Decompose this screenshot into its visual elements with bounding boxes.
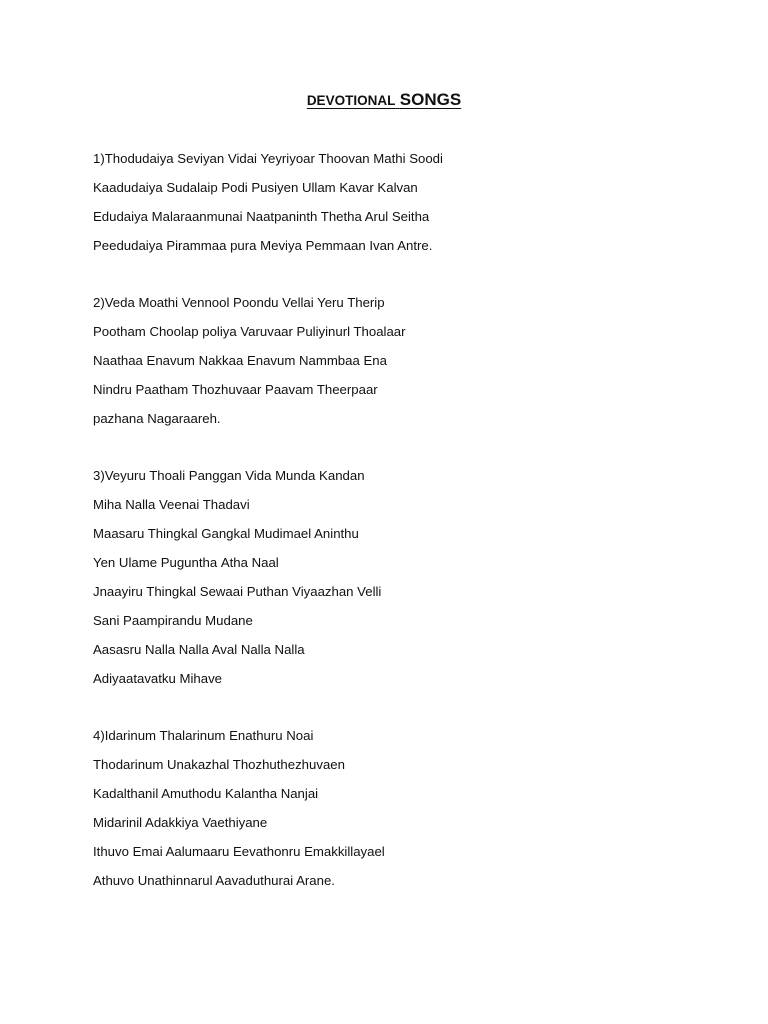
verse-line: Nindru Paatham Thozhuvaar Paavam Theerpaar [93, 382, 378, 397]
stanza-2 [93, 291, 733, 436]
verse-line: Peedudaiya Pirammaa pura Meviya Pemmaan Ivan Antre. [93, 238, 433, 253]
stanza-1 [93, 147, 733, 263]
title-part-2: SONGS [399, 90, 462, 109]
title-part-1: DEVOTIONAL [306, 93, 396, 108]
songs-content [93, 147, 733, 926]
verse-line: Yen Ulame Pugunthа Atha Naal [93, 555, 279, 570]
verse-line: Midarinil Adakkiya Vaethiyane [93, 815, 268, 830]
verse-line: 4)Idarinum Thalarinum Enathuru Noai [93, 728, 314, 743]
stanza-4 [93, 724, 733, 898]
verse-line: pazhana Nagaraareh. [93, 411, 221, 426]
verse-line: Adiyaatavatku Mihave [93, 671, 223, 686]
verse-line: 3)Veyuru Thoali Panggan Vida Munda Kandan [93, 468, 365, 483]
verse-line: 2)Veda Moathi Vennool Poondu Vellai Yeru Therip [93, 295, 385, 310]
verse-line: 1)Thodudaiya Seviyan Vidai Yeyriyoar Thoovan Mathi Soodi [93, 151, 443, 166]
verse-line: Miha Nalla Veenai Thadavi [93, 497, 250, 512]
verse-line: Pootham Choolap poliya Varuvaar Puliyinurl Thoalaar [93, 324, 406, 339]
verse-line: Thodarinum Unakazhal Thozhuthezhuvaen [93, 757, 345, 772]
verse-line: Sani Paampirandu Mudane [93, 613, 253, 628]
verse-line: Naathaa Enavum Nakkaa Enavum Nammbaa Ena [93, 353, 387, 368]
verse-line: Kaadudaiya Sudalaip Podi Pusiyen Ullam Kavar Kalvan [93, 180, 418, 195]
verse-line: Ithuvo Emai Aalumaaru Eevathonru Emakkillayael [93, 844, 385, 859]
verse-line: Athuvo Unathinnarul Aavaduthurai Arane. [93, 873, 335, 888]
verse-line: Maasaru Thingkal Gangkal Mudimael Aninthu [93, 526, 359, 541]
page-title [0, 88, 768, 113]
verse-line: Kadalthanil Amuthodu Kalantha Nanjai [93, 786, 319, 801]
verse-line: Jnaayiru Thingkal Sewaai Puthan Viyaazhan Velli [93, 584, 382, 599]
stanza-3 [93, 464, 733, 696]
verse-line: Edudaiya Malaraanmunai Naatpaninth Thetha Arul Seitha [93, 209, 430, 224]
verse-line: Aasasru Nalla Nalla Aval Nalla Nalla [93, 642, 305, 657]
